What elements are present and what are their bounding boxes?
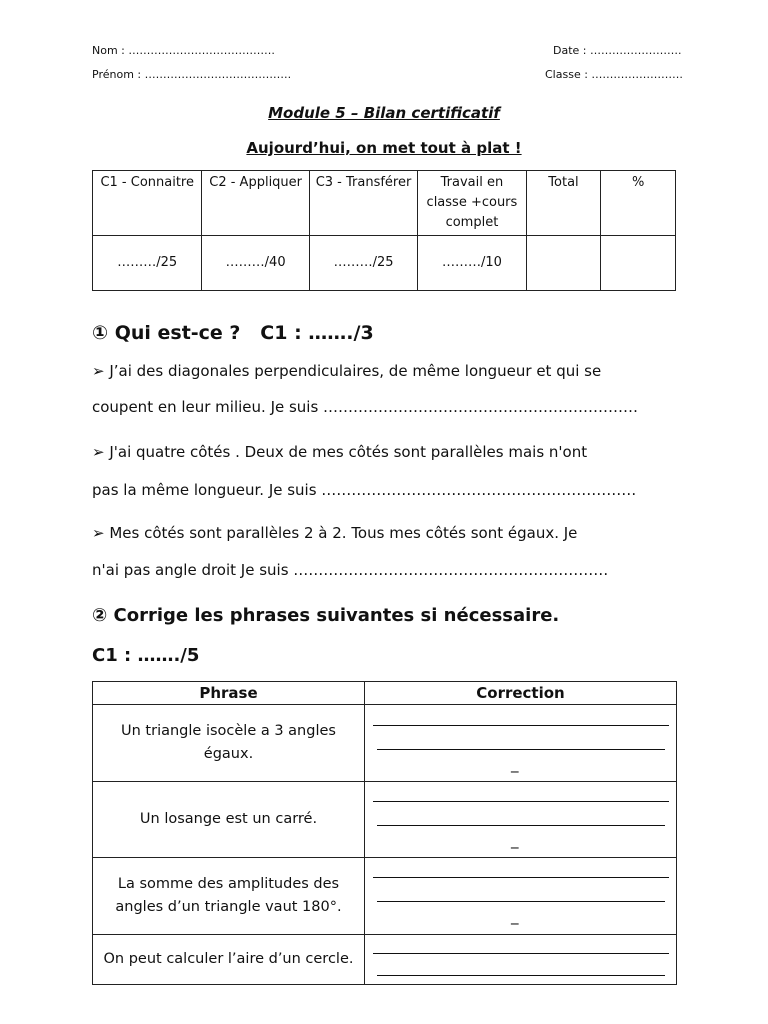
answer-tail: _	[511, 755, 519, 773]
score-header-c2: C2 - Appliquer	[202, 171, 309, 236]
q1-line-5: ➢ Mes côtés sont parallèles 2 à 2. Tous mes côtés sont égaux. Je	[92, 524, 578, 542]
score-c2: ………/40	[202, 236, 309, 291]
table-row	[93, 782, 677, 858]
q1-line-3: ➢ J'ai quatre côtés . Deux de mes côtés sont parallèles mais n'ont	[92, 443, 588, 461]
correction-table	[92, 681, 677, 985]
score-table	[92, 170, 676, 291]
score-total	[526, 236, 601, 291]
answer-tail: _	[511, 831, 519, 849]
phrase-cell: La somme des amplitudes des angles d’un triangle vaut 180°.	[93, 858, 365, 935]
correction-cell[interactable]	[365, 782, 677, 858]
q1-line-2: coupent en leur milieu. Je suis ………………………………………………………	[92, 398, 639, 416]
answer-line	[377, 749, 665, 750]
phrase-cell: On peut calculer l’aire d’un cercle.	[93, 935, 365, 985]
table-row	[93, 858, 677, 935]
score-header-percent: %	[601, 171, 676, 236]
q1-line-1: ➢ J’ai des diagonales perpendiculaires, de même longueur et qui se	[92, 362, 602, 380]
col-phrase-header: Phrase	[93, 682, 365, 705]
q1-line-6: n'ai pas angle droit Je suis ………………………………………………………	[92, 561, 609, 579]
phrase-cell: Un triangle isocèle a 3 angles égaux.	[93, 705, 365, 782]
score-c1: ………/25	[93, 236, 202, 291]
q1-heading: ① Qui est-ce ? C1 : ……./3	[92, 322, 374, 344]
classe-field: Classe : …………………….	[545, 68, 683, 81]
correction-cell[interactable]	[365, 705, 677, 782]
score-travail: ………/10	[418, 236, 526, 291]
answer-line	[377, 901, 665, 902]
prenom-field: Prénom : ………………………………….	[92, 68, 292, 81]
correction-cell[interactable]	[365, 935, 677, 985]
nom-field: Nom : ………………………………….	[92, 44, 275, 57]
answer-line	[373, 801, 669, 802]
col-correction-header: Correction	[365, 682, 677, 705]
q2-heading: ② Corrige les phrases suivantes si nécessaire.	[92, 605, 560, 626]
q1-line-4: pas la même longueur. Je suis ………………………………………………………	[92, 481, 637, 499]
table-row	[93, 935, 677, 985]
score-c3: ………/25	[309, 236, 417, 291]
answer-line	[377, 975, 665, 976]
answer-line	[373, 877, 669, 878]
date-field: Date : …………………….	[553, 44, 682, 57]
page-subtitle: Aujourd’hui, on met tout à plat !	[246, 139, 522, 157]
q2-score: C1 : ……./5	[92, 645, 200, 666]
table-row	[93, 705, 677, 782]
score-header-travail: Travail en classe +cours complet	[418, 171, 526, 236]
score-header-c3: C3 - Transférer	[309, 171, 417, 236]
phrase-cell: Un losange est un carré.	[93, 782, 365, 858]
score-header-total: Total	[526, 171, 601, 236]
answer-line	[377, 825, 665, 826]
score-header-c1: C1 - Connaitre	[93, 171, 202, 236]
answer-line	[373, 953, 669, 954]
answer-tail: _	[511, 907, 519, 925]
score-percent	[601, 236, 676, 291]
answer-line	[373, 725, 669, 726]
page-title: Module 5 – Bilan certificatif	[268, 104, 500, 122]
correction-cell[interactable]	[365, 858, 677, 935]
